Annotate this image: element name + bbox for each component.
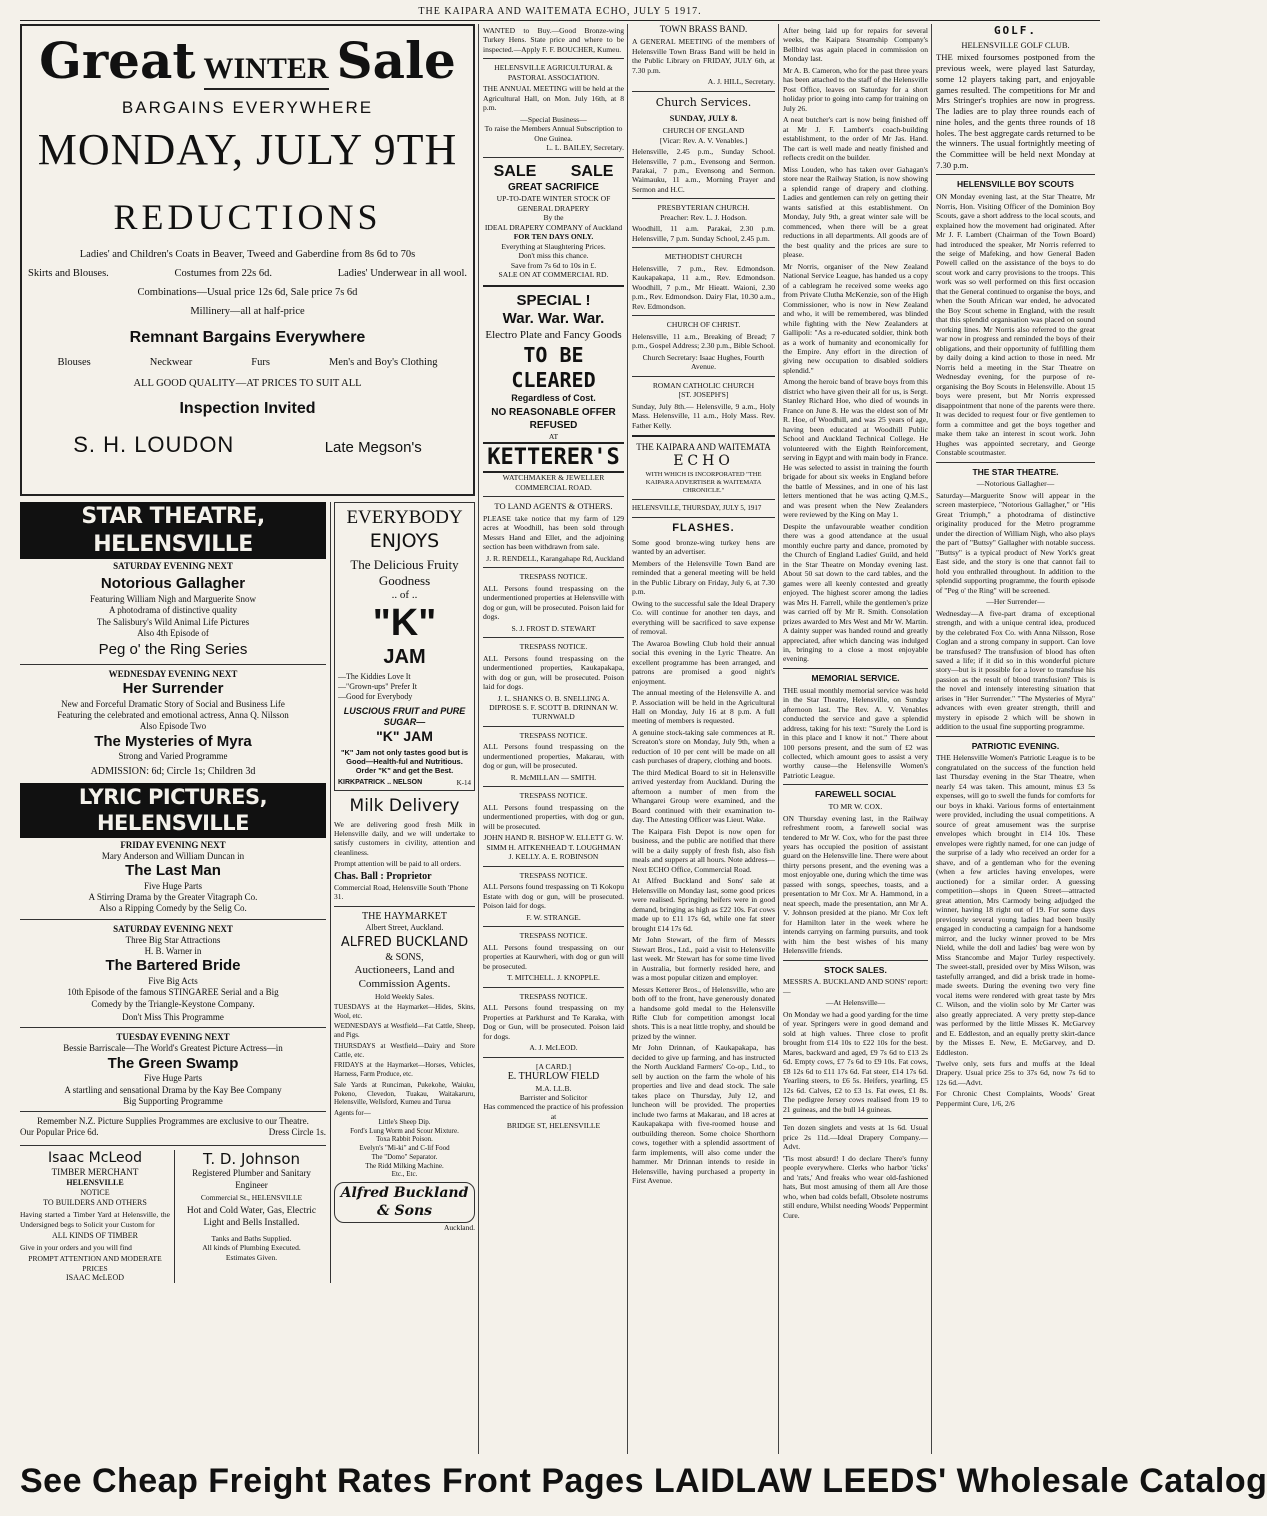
news-para: Mr Norris, organiser of the New Zealand National Service League, has handed us a copy of a cablegram he received some weeks ago from Private Clutha McKenzie, son of the High Commissioner, who is now in New Zealand and who, it will be remembered, was blinded while fighting with the New Zealanders at Gallipoli: "As a re-educated soldier, think both as a work of humanity and economically for the Empire. Any effort in the direction of giving new occupation to disabled soldiers splendid." xyxy=(783,261,928,375)
trespass-text: ALL Persons found trespassing on the undermentioned properties, with dog or gun, will be prosecuted. xyxy=(483,802,624,831)
field-text: Barrister and Solicitor xyxy=(519,1092,588,1102)
wanted-ad: WANTED to Buy.—Good Bronze-wing Turkey Hens. State price and where to be inspected.—Apply F. F. BOUCHER, Kumeu. xyxy=(483,26,624,54)
star-article-sub1: —Notorious Gallagher— xyxy=(976,479,1055,489)
field-text2: Has commenced the practice of his profession at xyxy=(483,1102,624,1121)
trespass-title: TRESPASS NOTICE. xyxy=(519,870,588,880)
lyric-price-b: Dress Circle 1s. xyxy=(268,1127,326,1138)
pres-title: PRESBYTERIAN CHURCH. xyxy=(657,203,750,213)
field-addr: BRIDGE ST, HELENSVILLE xyxy=(506,1121,601,1131)
stock-intro: MESSRS A. BUCKLAND AND SONS' report:— xyxy=(783,977,928,996)
buckland-sale: WEDNESDAYS at Westfield—Fat Cattle, Sheep, and Pigs. xyxy=(334,1022,475,1040)
news-para: At Alfred Buckland and Sons' sale at Helensville on Monday last, some good prices were realised. Springing heifers were in good demand, bringing as high as £22 10s. Fat cows made up to £11 17s 6d, while one fat steer brought £14 17s 6d. xyxy=(632,876,775,933)
lyric-film1-parts: Five Huge Parts xyxy=(144,880,202,891)
trespass-sig: R. McMILLAN — SMITH. xyxy=(510,772,597,782)
trespass-title: TRESPASS NOTICE. xyxy=(519,791,588,801)
merchant-name: S. H. LOUDON xyxy=(73,431,235,457)
buckland-agent-item: Toxa Rabbit Poison. xyxy=(376,1135,433,1144)
card-label: [A CARD.] xyxy=(535,1061,572,1071)
lyric-film2-desc2: Comedy by the Triangle-Keystone Company. xyxy=(91,998,255,1009)
christ-text: Helensville, 11 a.m., Breaking of Bread; 7 p.m., Gospel Address; 2.30 p.m., Bible School. xyxy=(632,331,776,351)
news-column-3 xyxy=(931,24,1095,1454)
asoc-title: HELENSVILLE AGRICULTURAL & PASTORAL ASSOCIATION. xyxy=(494,63,613,82)
buckland-sale: FRIDAYS at the Haymarket—Horses, Vehicles, Harness, Farm Produce, etc. xyxy=(334,1061,475,1079)
peppermint-poem: 'Tis most absurd! I do declare There's funny people everywhere. Clerks who harbor 'ticks' and 'rats,' And freaks who wear old-fashioned hats, But most amusing of them all Are those who, when bad colds befall, Obsolete nostrums still endure, Whilst needing Woods' Peppermint Cure. xyxy=(783,1153,928,1220)
trespass-text: ALL Persons found trespassing on our properties at Kaurwheri, with dog or gun will be prosecuted. xyxy=(483,942,624,971)
buckland-agent-item: Etc., Etc. xyxy=(391,1170,418,1179)
ketterer-cleared: TO BE CLEARED xyxy=(511,342,596,392)
drapery-sale-on: SALE ON AT COMMERCIAL RD. xyxy=(498,270,609,280)
trespass-sig: F. W. STRANGE. xyxy=(526,912,581,922)
star-film2-desc3: Also Episode Two xyxy=(139,721,207,732)
asoc-special-text: To raise the Members Annual Subscription to One Guinea. xyxy=(484,124,623,143)
milk-title: Milk Delivery xyxy=(349,796,460,817)
lyric-film2: The Bartered Bride xyxy=(105,957,241,975)
coe-title: CHURCH OF ENGLAND xyxy=(662,126,745,136)
mcleod-name: Isaac McLeod xyxy=(47,1149,143,1166)
golf-title: GOLF. xyxy=(993,24,1038,37)
johnson-items: Hot and Cold Water, Gas, Electric Light and Bells Installed. xyxy=(186,1206,317,1228)
kjam-k: "K" xyxy=(372,601,437,644)
drapery-save: Save from 7s 6d to 10s in £. xyxy=(510,260,597,270)
drapery-ad-text: Ten dozen singlets and vests at 1s 6d. Usual price 2s 11d.—Ideal Drapery Company.—Advt. xyxy=(783,1123,928,1152)
stock-title: STOCK SALES. xyxy=(824,964,887,975)
star-theatre-title: STAR THEATRE, HELENSVILLE xyxy=(20,502,326,559)
star-film1: Notorious Gallagher xyxy=(100,575,246,593)
coe-vicar: [Vicar: Rev. A. V. Venables.] xyxy=(659,135,748,145)
buckland-haymarket: THE HAYMARKET xyxy=(362,910,447,922)
trespass-sig: JOHN HAND R. BISHOP W. ELLETT G. W. SIMM H. AITKENHEAD T. LOUGHMAN J. KELLY. A. E. ROBINSON xyxy=(483,833,624,862)
kjam-maker: KIRKPATRICK .. NELSON xyxy=(338,778,423,786)
mcleod-notice: NOTICE xyxy=(80,1188,110,1198)
buckland-ad xyxy=(334,911,475,1233)
scouts-text: ON Monday evening last, at the Star Theatre, Mr Norris, Hon. Visiting Officer of the Dominion Boy Scouts, gave a short address to the local scouts, and explained how the movement had originated. After Mr J. F. Lambert (Chairman of the Town Board) had introduced the speaker, Mr Norris referred to the seige of Mafeking, and how General Baden Powell called on the assistance of the boys to do scout work and carry provisions to the troops. This work was so well performed on this first occasion that the General continued to organise the boys, and when the South African war ended, he advocated the Boy Scout scheme in England, with the result that this splendid organisation was placed on sound working lines. Mr Norris also referred to the great war now in progress and reminded the boys of their obligations, and their opportunity of fulfilling them by daily doing a kind action to those in need. Mr Norris held a meeting in the Star Theatre on Wednesday evening, for the purpose of re-organising the Boy Scouts in Helensville. About 15 boys were present, but Mr Norris expressed disappointment that none of the parents were there. It was decided to request four or five gentlemen to form a committee and get the boys together and make them take an interest in scout work. John Hughes was appointed secretary, and George Constable scoutmaster. xyxy=(936,192,1095,458)
news-para: Mr John Drinnan, of Kaukapakapa, has decided to give up farming, and has instructed the North Auckland Farmers' Co-op., Ltd., to sell by auction on the farm the whole of his properties and live and dead stock. The sale takes place on Thursday, July 12, and luncheon will be provided. The properties include two farms at Makarau, and 18 acres at Kaukapakapa with five-roomed house and outbuilding thereon. Some choice Shorthorn cows, together with a splendid assortment of farm implements, will also come under the hammer. Mr Drinnan intends to reside in Helensville, having purchased a property in First Avenue. xyxy=(632,1043,775,1186)
news-para: Among the heroic band of brave boys from this district who have given their all for us, is Sergt. Stanley Richard Hoe, who died of wounds in France on June 8. He was the eldest son of Mr R. Hoe, of Woodhill, and was 25 years of age, having been educated at Woodhill Public School and Auckland Technical College. He volunteered with the Eighth Reinforcement, serving in Egypt and with main body in France. He was selected to assist in training the fourth brigade for about six weeks in England before the battle of Messines, and in one of his last letters mentioned that he was acting Q.M.S., and was present when the New Zealanders were reviewed by the King on May 1. xyxy=(783,377,928,520)
asoc-sig: L. L. BAILEY, Secretary. xyxy=(546,143,624,153)
sale-line2c: Ladies' Underwear in all wool. xyxy=(337,267,467,279)
farewell-text: ON Thursday evening last, in the Railway refreshment room, a farewell social was tendered to Mr W. Cox, who for the past three years has occupied the position of assistant guard on the Helensville line. There were about thirty persons present, and the evening was a most enjoyable one, during which the time was passed with songs, speeches, toasts, and a presentation to Mr Cox. Mr A. Hammond, in a neat speech, made the presentation, ann Mr A. V. Johnson presided at the piano. Mr Cox left for Hamilton later in the week where he intends carrying on farming pursuits, and took with him the best wishes of his many Helensville friends. xyxy=(783,813,928,956)
trespass-text: ALL Persons found trespassing on the undermentioned properties, Makarau, with dog or gun, will be prosecuted. xyxy=(483,742,624,771)
news-para: Despite the unfavourable weather condition there was a good attendance at the usual monthly euchre party and dance, promoted by the Church of England Ladies' Guild, and held in the Star Theatre on Monday evening last. About 50 sat down to the card tables, and the games were all keenly contested and greatly enjoyed. The highest scorer among the ladies was Mrs H. Farrell, while the gentlemen's prize was carried off by Mr R. Smith. Consolation prizes awarded to Mrs West and Mr W. Martin. A dainty supper was handed round and greatly appreciated, after which dancing was indulged in, bringing to a close a most enjoyable evening. xyxy=(783,521,928,664)
land-text: PLEASE take notice that my farm of 129 acres at Woodhill, has been sold through Messrs Hand and Ellet, and the adjoining section has been withdrawn from sale. xyxy=(483,513,624,552)
trespass-sig: S. J. FROST D. STEWART xyxy=(511,623,596,633)
trespass-notice xyxy=(483,567,624,633)
news-para: Owing to the successful sale the Ideal Drapery Co. will continue for another ten days, and everything will be sacrificed to save expense of removal. xyxy=(632,598,775,637)
ketterer-regardless: Regardless of Cost. xyxy=(511,392,596,403)
star-serial2: The Mysteries of Myra xyxy=(94,732,252,750)
lyric-tue: TUESDAY EVENING NEXT xyxy=(116,1032,230,1042)
ketterer-at: AT xyxy=(548,432,559,442)
trespass-notice xyxy=(483,786,624,861)
christ-sig: Church Secretary: Isaac Hughes, Fourth Avenue. xyxy=(642,352,765,372)
milk-desc: We are delivering good fresh Milk in Helensville daily, and we will undertake to satisfy customers in civility, attention and cleanliness. xyxy=(334,819,475,857)
farewell-sub: TO MR W. COX. xyxy=(828,802,883,812)
ketterer-special: SPECIAL ! xyxy=(516,291,591,309)
sale-remnant: Remnant Bargains Everywhere xyxy=(129,329,366,347)
star-wed: WEDNESDAY EVENING NEXT xyxy=(108,668,238,679)
mcleod-give: Give in your orders and you will find xyxy=(20,1243,132,1252)
sale-reductions: REDUCTIONS xyxy=(113,196,382,237)
drapery-winter-stock: UP-TO-DATE WINTER STOCK OF GENERAL DRAPERY xyxy=(496,194,611,213)
meth-text: Helensville, 7 p.m., Rev. Edmondson. Kaukapakapa, 11 a.m., Rev. Edmondson. Woodhill, 7 p.m., Mr Hieatt. Waioni, 2.30 p.m., Rev. Edmondson. Dairy Flat, 10.30 a.m., Rev. Edmondson. xyxy=(632,263,775,311)
sale-item: Neckwear xyxy=(149,357,193,369)
lyric-price-a: Our Popular Price 6d. xyxy=(20,1127,99,1138)
star-article-text1: Saturday—Marguerite Snow will appear in the screen masterpiece, "Notorious Gallagher," or "His Great Triumph," a photodrama of distinctive originality produced for the Metro programme under the direction of William Nigh, who also plays the part of "Buttsy" Gallagher with notable success. "Buttsy" is a typical product of New York's great East side, and the story is one that cannot fail to hold you enthralled throughout. In addition to the splendid supporting programme, the fourth episode of "Peg o' the Ring" will be screened. xyxy=(936,490,1095,595)
masthead: THE KAIPARA AND WAITEMATA ECHO, JULY 5 1917. xyxy=(20,6,1100,21)
news-para: The annual meeting of the Helensville A. and P. Association will be held in the Agricultural Hall on Monday, July 16 at 8 p.m. A full meeting of members is requested. xyxy=(632,688,775,726)
star-admission: ADMISSION: 6d; Circle 1s; Children 3d xyxy=(90,765,256,777)
mcleod-ad xyxy=(20,1150,170,1284)
lyric-fri-desc: Mary Anderson and William Duncan in xyxy=(101,850,245,861)
news-para: A neat butcher's cart is now being finished off at Mr J. F. Lambert's coach-building establishment, to the order of Mr Jas. Hand. The cart is well made and neatly finished and reflects credit on the builder. xyxy=(783,115,928,163)
johnson-tanks: Tanks and Baths Supplied. xyxy=(211,1233,292,1243)
trespass-notice xyxy=(483,926,624,982)
star-film2-desc2: Featuring the celebrated and emotional actress, Anna Q. Nilsson xyxy=(57,710,289,720)
church-title: Church Services. xyxy=(655,95,752,109)
trespass-title: TRESPASS NOTICE. xyxy=(519,572,588,582)
trespass-notice xyxy=(483,726,624,782)
mcleod-desc: Having started a Timber Yard at Helensville, the Undersigned begs to Solicit your Custom for xyxy=(20,1210,170,1229)
pres-text: Woodhill, 11 a.m. Parakai, 2.30 p.m. Helensville, 7 p.m. Sunday School, 2.45 p.m. xyxy=(632,224,775,243)
ketterer-plate: Electro Plate and Fancy Goods xyxy=(485,329,622,342)
news-column-2 xyxy=(778,24,928,1454)
field-ll: M.A. LL.B. xyxy=(535,1083,572,1093)
winter-sale-ad xyxy=(20,24,475,496)
mcleod-town: HELENSVILLE xyxy=(66,1178,124,1188)
buckland-agent-item: The Ridd Milking Machine. xyxy=(365,1161,444,1170)
buckland-city: Auckland. xyxy=(443,1223,475,1233)
news-para: The Awaroa Bowling Club hold their annual social this evening in the Lyric Theatre. An excellent programme has been arranged, and patrons are promised a good night's enjoyment. xyxy=(632,638,775,686)
lyric-title: LYRIC PICTURES, HELENSVILLE xyxy=(20,783,326,838)
golf-text: THE mixed foursomes postponed from the previous week, were played last Saturday, some 12 players taking part, and enjoyable games resulted. The competitions for Mr and Mrs Stringer's trophies are now in progress. The ladies are to play three rounds each of nine holes, and the gents three rounds of 18 holes. The best aggregate cards returned to be the winners. The usual fortnightly meeting of the Committee will be held next Monday at 7.30 p.m. xyxy=(936,52,1095,170)
kjam-desc: "K" Jam not only tastes good but is Good—Health-ful and Nutritious. Order "K" and get the Best. xyxy=(340,747,469,776)
news-para: A genuine stock-taking sale commences at R. Screaton's store on Monday, July 9th, when a reduction of 10 per cent will be made on all cash purchases of drapery, clothing and boots. xyxy=(632,727,775,766)
merchant-late: Late Megson's xyxy=(324,438,422,456)
star-film1-desc4: Also 4th Episode of xyxy=(137,627,209,638)
sale-inspection: Inspection Invited xyxy=(179,399,316,417)
lyric-film3-desc2: Big Supporting Programme xyxy=(123,1095,223,1106)
golf-club: HELENSVILLE GOLF CLUB. xyxy=(961,39,1070,50)
church-sunday: SUNDAY, JULY 8. xyxy=(669,113,738,124)
drapery-dont-miss: Don't miss this chance. xyxy=(518,251,589,261)
meth-title: METHODIST CHURCH xyxy=(664,252,743,262)
news-para: Mr A. B. Cameron, who for the past three years has been attached to the staff of the Helensville Post Office, leaves on Saturday for a short holiday prior to going into camp for training on July 26. xyxy=(783,65,928,113)
rc-text: Sunday, July 8th.— Helensville, 9 a.m., Holy Mass. Helensville, 11 a.m., Holy Mass. Rev. Father Kelly. xyxy=(632,401,775,430)
lyric-remember: Remember N.Z. Picture Supplies Programmes are exclusive to our Theatre. xyxy=(37,1116,309,1126)
kjam-l3: —Good for Everybody xyxy=(338,691,413,701)
land-title: TO LAND AGENTS & OTHERS. xyxy=(494,501,613,512)
footer-banner: See Cheap Freight Rates Front Pages LAIDLAW LEEDS' Wholesale Catalog xyxy=(20,1462,1267,1500)
lyric-sat-desc2: H. B. Warner in xyxy=(144,946,202,956)
news-para: The Kaipara Fish Depot is now open for business, and the public are notified that there will be a daily supply of fresh fish, also fish meals and suppers at all hours. Note address—Next ECHO Office, Commercial Road. xyxy=(632,826,775,874)
buckland-agent-item: Ford's Lung Worm and Scour Mixture. xyxy=(350,1126,459,1135)
milk-ad xyxy=(334,796,475,901)
paper-echo: ECHO xyxy=(673,453,734,470)
star-serial1: Peg o' the Ring Series xyxy=(98,641,248,658)
news-para: Miss Louden, who has taken over Gahagan's store near the Railway Station, is now showing a splendid range of drapery and clothing. Ladies and gentlemen can rely on getting their wants satisfied at this establishment. On Monday, July 9th, a great winter sale will be commenced, when there will be a great reductions in all departments. All goods are of the best quality and the prices are sure to please. xyxy=(783,164,928,260)
drapery-ten-days: FOR TEN DAYS ONLY. xyxy=(513,232,594,242)
kjam-of: .. of .. xyxy=(391,589,418,601)
drapery-by-the: By the xyxy=(543,213,564,223)
lyric-miss: Don't Miss This Programme xyxy=(122,1011,224,1022)
kjam-delicious: The Delicious Fruity Goodness xyxy=(350,556,459,588)
trespass-title: TRESPASS NOTICE. xyxy=(519,931,588,941)
mcleod-all: ALL KINDS OF TIMBER xyxy=(51,1231,138,1240)
kjam-l1: —The Kiddies Love It xyxy=(338,671,411,681)
news-para: The third Medical Board to sit in Helensville arrived yesterday from Auckland. During the afternoon a number of men from the Whangarei Group were examined, and the Board continued with their examination to-day. The Attesting Officer was Lieut. Wake. xyxy=(632,767,775,825)
sale-line1: Ladies' and Children's Coats in Beaver, Tweed and Gaberdine from 8s 6d to 70s xyxy=(79,248,416,260)
flashes-title: FLASHES. xyxy=(672,522,735,534)
trespass-notice xyxy=(483,987,624,1053)
kjam-l2: —"Grown-ups" Prefer It xyxy=(338,681,417,691)
mcleod-sig: ISAAC McLEOD xyxy=(66,1273,124,1283)
buckland-agent-item: Evelyn's "Mi-ki" and C-lif Food xyxy=(359,1144,450,1153)
lyric-film1-desc2: Also a Ripping Comedy by the Selig Co. xyxy=(99,903,247,914)
star-article-sub2: —Her Surrender— xyxy=(986,597,1045,607)
asoc-special: —Special Business— xyxy=(520,114,587,124)
patriotic-title: PATRIOTIC EVENING. xyxy=(971,740,1060,751)
buckland-sale: TUESDAYS at the Haymarket—Hides, Skins, Wool, etc. xyxy=(334,1002,475,1020)
furs-ad: Twelve only, sets furs and muffs at the Ideal Drapery. Usual price 25s to 37s 6d, now 7s 6d to 12s 6d.—Advt. xyxy=(936,1058,1095,1087)
lyric-film2-parts: Five Big Acts xyxy=(148,976,198,986)
buckland-sons: & SONS, xyxy=(385,951,424,963)
asoc-text: THE ANNUAL MEETING will be held at the Agricultural Hall, on Mon. July 16th, at 8 p.m. xyxy=(483,84,624,113)
drapery-sale-title: SALE SALE xyxy=(493,162,614,180)
buckland-logo: Alfred Buckland & Sons xyxy=(334,1182,475,1223)
lyric-film3-desc: A startling and sensational Drama by the Kay Bee Company xyxy=(64,1084,282,1095)
trespass-text: ALL Persons found trespassing on my Properties at Parkhurst and Te Karaka, with Dog or Gun, will be prosecuted. Poison laid for dogs. xyxy=(483,1003,624,1041)
mcleod-trade: TIMBER MERCHANT xyxy=(51,1167,139,1177)
johnson-trade: Registered Plumber and Sanitary Engineer xyxy=(192,1168,311,1190)
right-ad-column xyxy=(330,502,475,1283)
sale-item: Men's and Boy's Clothing xyxy=(328,357,438,369)
lyric-film1: The Last Man xyxy=(125,862,221,879)
drapery-ideal: IDEAL DRAPERY COMPANY of Auckland xyxy=(484,222,623,232)
theatre-ads xyxy=(20,502,326,1283)
patriotic-text: THE Helensville Women's Patriotic League is to be congratulated on the success of the function held last Thursday evening in the Star Theatre, when nearly £4 was taken. This amount, minus £3 5s expenses, will go to swell the funds for comforts for our boys in khaki. Various forms of entertainment were provided, including the usual competitions. A source of great amusement was the surprise envelopes which brought in £14 10s. These envelopes were rightly named, for one can judge of the surprise of a lady who received an order for a shave, and of a gentleman who for the evening (when a few articles having envelopes, were auctioned) for a similar order. A guessing competition—shops in Queen Street—attracted great attention, Mrs Carmody being adjudged the winner, having 18 right out of 19. For some days previously several young ladies had been busily engaged in conducting a campaign for a handsome mirror, and the lucky winner proved to be Mrs Nield, while the doll and ladies' bag were won by Miss Stancombe and Major Turley respectively. The sweet-stall, presided over by Miss Wilson, was tastefully arranged, and did a brisk trade in home-made sweets. During the evening two very fine vocal items were rendered with great taste by Mrs C. Wilson, and the violin solo by Mr Carter was also greatly appreciated. A very pretty step-dance was performed by the little Misses K. McGarvey and E. Eddleston, and an equally pretty skirt-dance by the Misses E. New, E. McGarvey, and D. Eddleston. xyxy=(936,753,1095,1057)
memorial-text: THE usual monthly memorial service was held in the Star Theatre, Helensville, on Sunday afternoon last. The Rev. A. V. Venables conducted the service and gave a splendid address, taking for his text: "Surely the Lord is in this place and I know it not." There about 100 persons present, and the sum of £2 was collected, which amount goes to assist a very worthy cause—the Helensville Women's Patriotic League. xyxy=(783,685,928,780)
trespass-sig: A. J. McLEOD. xyxy=(529,1043,578,1053)
sale-bargains: BARGAINS EVERYWHERE xyxy=(121,97,374,117)
sale-line4: Millinery—all at half-price xyxy=(190,306,305,318)
mcleod-prompt: PROMPT ATTENTION AND MODERATE PRICES xyxy=(28,1254,162,1273)
sale-line2b: Costumes from 22s 6d. xyxy=(174,267,272,279)
star-film2-desc4: Strong and Varied Programme xyxy=(118,751,228,762)
sale-line3: Combinations—Usual price 12s 6d, Sale price 7s 6d xyxy=(137,287,358,298)
trespass-notice xyxy=(483,866,624,922)
dateline: HELENSVILLE, THURSDAY, JULY 5, 1917 xyxy=(632,504,762,513)
trespass-text: ALL Persons found trespassing on Ti Kokopu Estate with dog or gun, will be prosecuted. Poison laid for dogs. xyxy=(483,882,624,911)
lyric-film1-desc: A Stirring Drama by the Greater Vitagraph Co. xyxy=(88,892,258,902)
star-film1-desc: Featuring William Nigh and Marguerite Snow xyxy=(89,594,257,604)
kjam-jam: JAM xyxy=(383,645,426,668)
lyric-fri: FRIDAY EVENING NEXT xyxy=(120,839,226,850)
news-para: Mr John Stewart, of the firm of Messrs Stewart Bros., Ltd., paid a visit to Helensville last week. Mr Stewart has for some time lived in Australia, but formerly resided here, and was a most popular citizen and employer. xyxy=(632,935,775,983)
kjam-code: K-14 xyxy=(456,778,471,787)
johnson-addr: Commercial St., HELENSVILLE xyxy=(200,1192,303,1202)
kjam-enjoys: ENJOYS xyxy=(369,529,440,552)
johnson-plumbing: All kinds of Plumbing Executed. xyxy=(202,1243,301,1253)
sale-item: Blouses xyxy=(57,357,91,369)
mcleod-to: TO BUILDERS AND OTHERS xyxy=(43,1198,147,1208)
lyric-sat-desc: Three Big Star Attractions xyxy=(125,934,221,945)
milk-prompt: Prompt attention will be paid to all orders. xyxy=(334,859,462,869)
buckland-street: Albert Street, Auckland. xyxy=(365,923,444,933)
rc-title: ROMAN CATHOLIC CHURCH xyxy=(652,380,755,390)
star-article-text2: Wednesday—A five-part drama of exceptional strength, and with a unique central idea, produced by the celebrated Fox Co. with Anna Nilsson, Rose Coglan and a strong company in support. Can love be transfused? The transfusion of blood has often saved a life; if it did so in this wonderful picture story—but is it possible for a lover to transfuse his passion as the result of blood transfusion? This is the novel and intensely interesting situation that arises in "Her Surrender." "The Mysteries of Myra" advances with even greater strength, thrill and mystery in episode 2 which will be shown in addition to the usual fine supporting programme. xyxy=(936,608,1095,732)
lyric-film3: The Green Swamp xyxy=(107,1054,239,1072)
trespass-notice xyxy=(483,637,624,722)
sale-quality: ALL GOOD QUALITY—AT PRICES TO SUIT ALL xyxy=(133,378,362,390)
drapery-great-sacrifice: GREAT SACRIFICE xyxy=(508,181,599,193)
news-column-1 xyxy=(627,24,775,1454)
ads-column-left xyxy=(20,24,475,1454)
news-para: Some good bronze-wing turkey hens are wanted by an advertiser. xyxy=(632,537,775,557)
band-text: A GENERAL MEETING of the members of Helensville Town Brass Band will be held in the Public Library on FRIDAY, JULY 6th, at 7.30 p.m. xyxy=(632,37,775,75)
trespass-sig: J. L. SHANKS O. B. SNELLING A. DIPROSE S. F. SCOTT B. DRINNAN W. TURNWALD xyxy=(489,693,618,722)
farewell-title: FAREWELL SOCIAL xyxy=(814,789,897,800)
sale-item: Furs xyxy=(251,357,270,369)
sale-line2a: Skirts and Blouses. xyxy=(28,267,109,279)
trespass-title: TRESPASS NOTICE. xyxy=(519,991,588,1001)
scouts-title: HELENSVILLE BOY SCOUTS xyxy=(957,179,1074,190)
buckland-agent-item: The "Domo" Separator. xyxy=(371,1152,438,1161)
paper-name: THE KAIPARA AND WAITEMATA xyxy=(636,442,771,453)
buckland-agent-item: Little's Sheep Dip. xyxy=(378,1117,431,1126)
ketterer-watchmaker: WATCHMAKER & JEWELLER COMMERCIAL ROAD. xyxy=(502,473,605,492)
star-film2: Her Surrender xyxy=(122,680,224,697)
news-para: Messrs Ketterer Bros., of Helensville, who are both off to the front, have generously donated a handsome gold medal to the Helensville Rifle Club for competition amongst local shots. This is a neat little trophy, and should be prized by the winner. xyxy=(632,984,775,1041)
ketterer-no-offer: NO REASONABLE OFFER REFUSED xyxy=(491,407,616,431)
paper-incorporated: WITH WHICH IS INCORPORATED "THE KAIPARA ADVERTISER & WAITEMATA CHRONICLE." xyxy=(645,470,762,495)
buckland-weekly: Hold Weekly Sales. xyxy=(374,991,435,1001)
ketterer-war: War. War. War. xyxy=(502,310,605,328)
news-para: Members of the Helensville Town Band are reminded that a general meeting will be held in the Public Library on Friday, July 6, at 7.30 p.m. xyxy=(632,558,775,597)
buckland-trade: Auctioneers, Land and Commission Agents. xyxy=(354,964,455,990)
lyric-film3-parts: Five Huge Parts xyxy=(144,1073,202,1084)
sale-great: Great xyxy=(39,31,196,90)
star-film1-desc3: The Salisbury's Wild Animal Life Pictures xyxy=(96,616,250,627)
k-jam-ad xyxy=(334,502,475,791)
trespass-title: TRESPASS NOTICE. xyxy=(519,730,588,740)
johnson-est: Estimates Given. xyxy=(225,1252,278,1262)
johnson-name: T. D. Johnson xyxy=(202,1149,301,1168)
milk-addr: Commercial Road, Helensville South 'Phone 31. xyxy=(334,883,469,902)
trespass-text: ALL Persons found trespassing on the undermentioned properties at Helensville with dog or gun, will be prosecuted. Poison laid for dogs. xyxy=(483,583,624,622)
johnson-ad xyxy=(174,1150,324,1284)
memorial-title: MEMORIAL SERVICE. xyxy=(811,672,900,683)
pres-preacher: Preacher: Rev. L. J. Hodson. xyxy=(660,212,747,222)
star-film2-desc: New and Forceful Dramatic Story of Social and Business Life xyxy=(61,698,285,709)
lyric-sat: SATURDAY EVENING NEXT xyxy=(113,923,233,934)
star-article-title: THE STAR THEATRE. xyxy=(972,466,1059,477)
star-sat: SATURDAY EVENING NEXT xyxy=(113,561,233,571)
buckland-yards: Sale Yards at Runciman, Pukekohe, Waiuku, Pokeno, Clevedon, Tuakau, Waitakaruru, Helensville, Wellsford, Kumeu and Turua xyxy=(334,1080,475,1107)
kjam-kjam: "K" JAM xyxy=(376,728,433,745)
ketterer-name: KETTERER'S xyxy=(483,442,624,474)
band-title: TOWN BRASS BAND. xyxy=(659,24,748,34)
stock-place: —At Helensville— xyxy=(825,998,886,1008)
stock-text: On Monday we had a good yarding for the time of year. Springers were in good demand and sold at high values. Three close to profit brought from £14 10s to £22 10s for the best. Mares, backward and aged, £9 7s 6d to £13 2s 6d. Empty cows, £7 7s 6d to £9 10s. Fat cows, £8 12s 6d to £11 17s 6d. Fat steer, £14 17s 6d. Yearling steers, to £6 5s. Heifers, yearling, £5 12s 6d. Calves, £2 to £3 1s. Fat ewes, £1 8s. The pedigree Jersey cows realised from 19 to 21 guineas, and the bull 14 guineas. xyxy=(783,1009,928,1114)
band-sig: A. J. HILL, Secretary. xyxy=(707,77,775,87)
milk-prop: Chas. Ball : Proprietor xyxy=(334,870,432,882)
sale-winter: WINTER xyxy=(204,50,329,90)
christ-title: CHURCH OF CHRIST. xyxy=(666,320,741,330)
sale-sale: Sale xyxy=(336,31,456,90)
rc-sub: [ST. JOSEPH'S] xyxy=(678,390,729,400)
drapery-slaughter: Everything at Slaughtering Prices. xyxy=(501,241,606,251)
sale-date: MONDAY, JULY 9TH xyxy=(37,124,458,174)
star-film1-desc2: A photodrama of distinctive quality xyxy=(109,605,237,616)
buckland-sale: THURSDAYS at Westfield—Dairy and Store Cattle, etc. xyxy=(334,1041,475,1059)
trespass-text: ALL Persons found trespassing on the undermentioned properties, Kaukapakapa, with dog or gun, will be prosecuted. Poison laid for dogs. xyxy=(483,653,624,692)
buckland-name: ALFRED BUCKLAND xyxy=(340,935,469,951)
field-name: E. THURLOW FIELD xyxy=(507,1071,600,1082)
lyric-film2-desc: 10th Episode of the famous STINGAREE Serial and a Big xyxy=(67,987,279,998)
trespass-title: TRESPASS NOTICE. xyxy=(519,642,588,652)
peppermint-ad: For Chronic Chest Complaints, Woods' Great Peppermint Cure, 1/6, 2/6 xyxy=(936,1089,1095,1108)
coe-text: Helensville, 2.45 p.m., Sunday School. Helensville, 7 p.m., Evensong and Sermon. Parakai, 7 p.m., Evensong and Sermon. Waimauku, 11 a.m., Morning Prayer and Sermon and H.C. xyxy=(632,147,775,194)
buckland-agents: Agents for— xyxy=(334,1109,371,1118)
news-para: After being laid up for repairs for several weeks, the Kaipara Steamship Company's Bellbird was again placed in commission on Monday last. xyxy=(783,26,928,64)
land-sig: J. R. RENDELL, Karangahape Rd, Auckland xyxy=(486,553,624,563)
kjam-luscious: LUSCIOUS FRUIT and PURE SUGAR— xyxy=(343,705,466,727)
kjam-everybody: EVERYBODY xyxy=(346,507,463,528)
trespass-sig: T. MITCHELL. J. KNOPPLE. xyxy=(507,973,600,983)
lyric-tue-desc: Bessie Barriscale—The World's Greatest Picture Actress—in xyxy=(63,1043,283,1054)
ads-column-middle xyxy=(478,24,624,1454)
